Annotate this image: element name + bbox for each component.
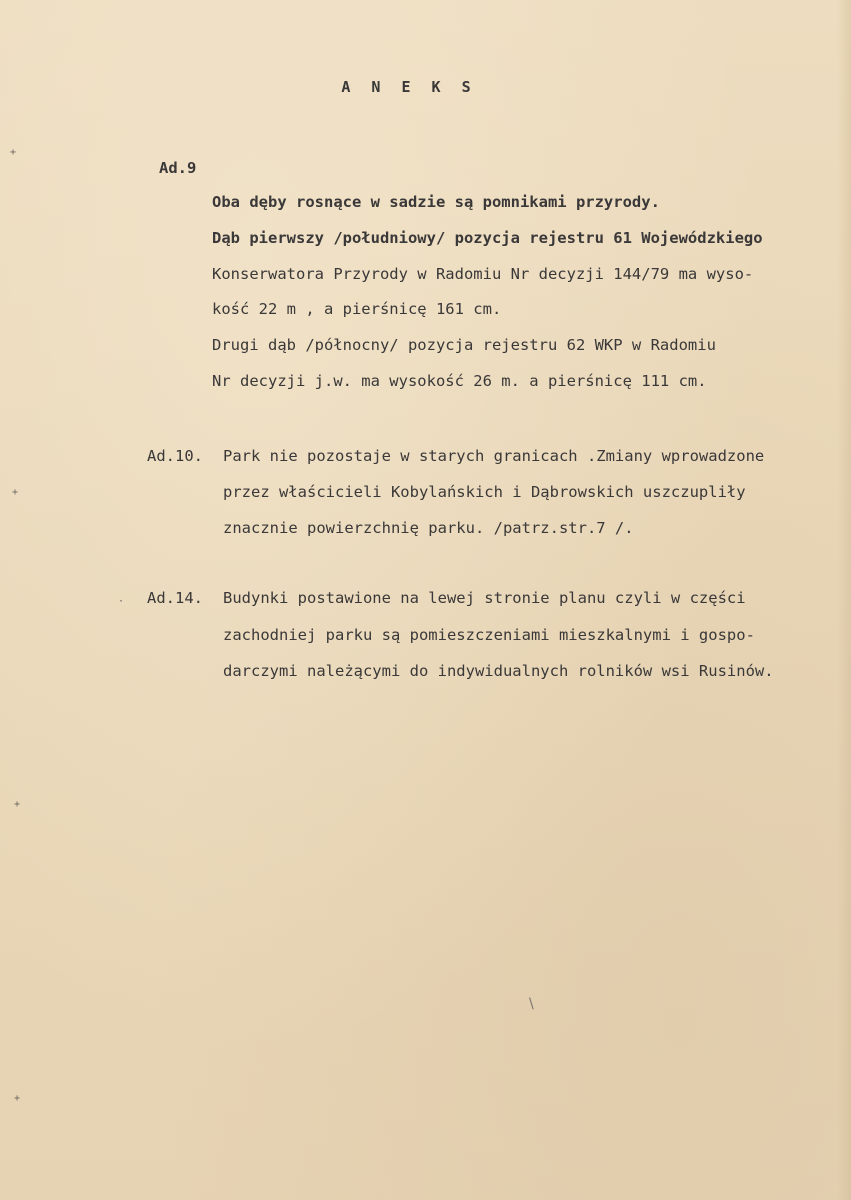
text-line: znacznie powierzchnię parku. /patrz.str.7 /. [223, 519, 634, 537]
text-line: Budynki postawione na lewej stronie planu czyli w części [223, 589, 746, 607]
margin-dot-mark: · [118, 596, 125, 607]
pencil-mark: \ [529, 996, 534, 1012]
text-line: Dąb pierwszy /południowy/ pozycja rejestru 61 Wojewódzkiego [212, 229, 763, 247]
text-line: zachodniej parku są pomieszczeniami mieszkalnymi i gospo- [223, 626, 755, 644]
text-line: Nr decyzji j.w. ma wysokość 26 m. a pierśnicę 111 cm. [212, 372, 707, 390]
margin-hole-mark: + [12, 487, 19, 498]
section-label-ad10: Ad.10. [147, 447, 203, 465]
text-line: Park nie pozostaje w starych granicach .Zmiany wprowadzone [223, 447, 765, 465]
text-line: darczymi należącymi do indywidualnych rolników wsi Rusinów. [223, 662, 774, 680]
page-title: A N E K S [341, 78, 477, 96]
section-label-ad14: Ad.14. [147, 589, 203, 607]
margin-hole-mark: + [10, 147, 17, 158]
text-line: Konserwatora Przyrody w Radomiu Nr decyzji 144/79 ma wyso- [212, 265, 754, 283]
section-label-ad9: Ad.9 [159, 159, 197, 177]
text-line: Oba dęby rosnące w sadzie są pomnikami przyrody. [212, 193, 660, 211]
margin-hole-mark: + [14, 799, 21, 810]
margin-hole-mark: + [14, 1093, 21, 1104]
text-line: kość 22 m , a pierśnicę 161 cm. [212, 300, 502, 318]
text-line: przez właścicieli Kobylańskich i Dąbrowskich uszczupliły [223, 483, 746, 501]
text-line: Drugi dąb /północny/ pozycja rejestru 62 WKP w Radomiu [212, 336, 716, 354]
